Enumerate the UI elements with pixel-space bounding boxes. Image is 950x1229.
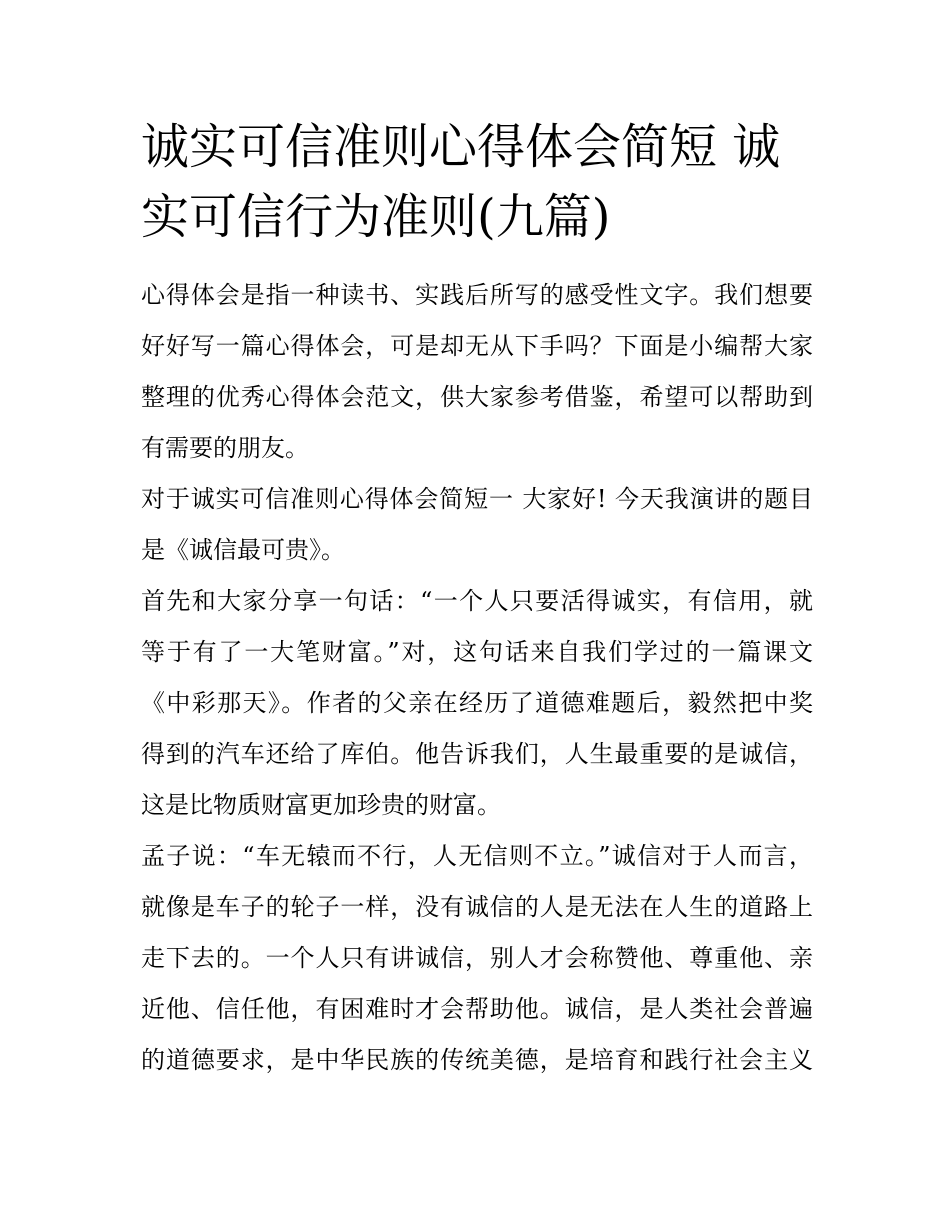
text-line: 孟子说：“车无辕而不行，人无信则不立。”诚信对于人而言， — [141, 842, 813, 870]
document-title — [141, 112, 813, 252]
paragraph-speech-opening — [141, 474, 813, 576]
text-line: 得到的汽车还给了库伯。他告诉我们，人生最重要的是诚信， — [141, 740, 813, 768]
paragraph-mencius — [141, 831, 813, 1086]
document-body — [141, 270, 813, 1086]
document-page — [141, 112, 813, 1086]
paragraph-quote-story — [141, 576, 813, 831]
text-line: 等于有了一大笔财富。”对，这句话来自我们学过的一篇课文 — [141, 638, 813, 666]
text-line: 就像是车子的轮子一样，没有诚信的人是无法在人生的道路上 — [141, 893, 813, 921]
text-line: 近他、信任他，有困难时才会帮助他。诚信，是人类社会普遍 — [141, 995, 813, 1023]
text-line: 整理的优秀心得体会范文，供大家参考借鉴，希望可以帮助到 — [141, 383, 813, 411]
title-line: 实可信行为准则(九篇) — [141, 189, 611, 245]
text-line: 对于诚实可信准则心得体会简短一 大家好! 今天我演讲的题目 — [141, 485, 813, 513]
text-line: 这是比物质财富更加珍贵的财富。 — [141, 791, 501, 819]
text-line: 《中彩那天》。作者的父亲在经历了道德难题后，毅然把中奖 — [141, 689, 813, 717]
text-line: 走下去的。一个人只有讲诚信，别人才会称赞他、尊重他、亲 — [141, 944, 813, 972]
text-line: 好好写一篇心得体会，可是却无从下手吗？下面是小编帮大家 — [141, 332, 813, 360]
title-line: 诚实可信准则心得体会简短 诚 — [141, 119, 781, 175]
text-line: 有需要的朋友。 — [141, 434, 309, 462]
text-line: 是《诚信最可贵》。 — [141, 536, 345, 564]
text-line: 首先和大家分享一句话：“一个人只要活得诚实，有信用，就 — [141, 587, 813, 615]
text-line: 的道德要求，是中华民族的传统美德，是培育和践行社会主义 — [141, 1046, 813, 1074]
paragraph-intro — [141, 270, 813, 474]
text-line: 心得体会是指一种读书、实践后所写的感受性文字。我们想要 — [141, 281, 813, 309]
